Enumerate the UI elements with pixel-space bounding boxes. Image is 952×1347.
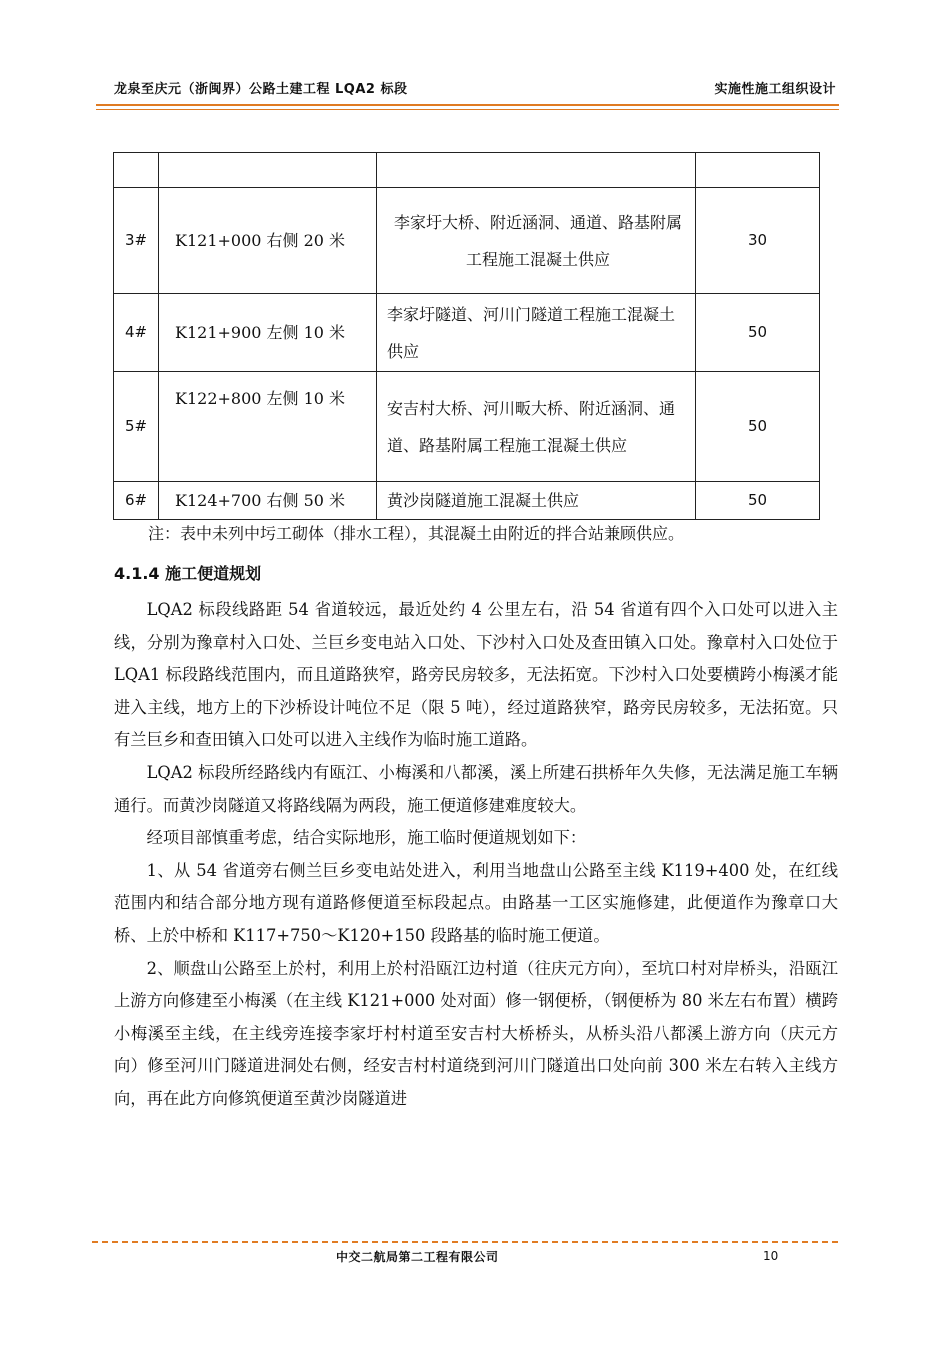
table-cell-location: K124+700 右侧 50 米 [159,482,377,520]
table-row [114,294,820,372]
mixing-station-table [113,152,820,520]
page-number: 10 [763,1249,779,1263]
table-cell-use: 黄沙岗隧道施工混凝土供应 [377,482,696,520]
footer-company: 中交二航局第二工程有限公司 [336,1250,499,1264]
footer-rule [92,1241,838,1243]
table-cell-capacity [696,153,820,188]
table-cell-capacity: 50 [696,482,820,520]
table-cell-location: K122+800 左侧 10 米 [159,372,377,482]
table-row [114,153,820,188]
table-cell-location [159,153,377,188]
table-cell-location: K121+900 左侧 10 米 [159,294,377,372]
table-cell-no: 3# [114,188,159,294]
paragraph: 经项目部慎重考虑，结合实际地形，施工临时便道规划如下： [146,828,587,848]
section-heading: 4.1.4 施工便道规划 [114,564,262,583]
table-cell-location: K121+000 右侧 20 米 [159,188,377,294]
header-rule [96,104,839,106]
table-cell-no: 4# [114,294,159,372]
table-note: 注：表中未列中圬工砌体（排水工程），其混凝土由附近的拌合站兼顾供应。 [148,524,685,543]
table-cell-capacity: 50 [696,294,820,372]
table-cell-no: 5# [114,372,159,482]
table-cell-use: 安吉村大桥、河川畈大桥、附近涵洞、通道、路基附属工程施工混凝土供应 [377,372,696,482]
table-cell-use [377,153,696,188]
table-row [114,188,820,294]
paragraph: LQA2 标段线路距 54 省道较远，最近处约 4 公里左右，沿 54 省道有四个入口处可以进入主线，分别为豫章村入口处、兰巨乡变电站入口处、下沙村入口处及查田镇入口处。豫章村入口处位于 LQA1 标段路线范围内，而且道路狭窄，路旁民房较多，无法拓宽。下沙村入口处要横跨小梅溪才能进入主线，地方上的下沙桥设计吨位不足（限 5 吨），经过道路狭窄，路旁民房较多，无法拓宽。只有兰巨乡和查田镇入口处可以进入主线作为临时施工道路。 [114,600,838,750]
table-cell-use: 李家圩隧道、河川门隧道工程施工混凝土供应 [377,294,696,372]
header-rule-thin [96,109,839,110]
table-row [114,372,820,482]
header-project-title: 龙泉至庆元（浙闽界）公路土建工程 LQA2 标段 [114,82,408,97]
table-cell-use: 李家圩大桥、附近涵洞、通道、路基附属工程施工混凝土供应 [377,188,696,294]
table-cell-capacity: 50 [696,372,820,482]
table-row [114,482,820,520]
table-cell-no [114,153,159,188]
paragraph: LQA2 标段所经路线内有瓯江、小梅溪和八都溪，溪上所建石拱桥年久失修，无法满足施工车辆通行。而黄沙岗隧道又将路线隔为两段，施工便道修建难度较大。 [114,762,838,815]
paragraph: 2、顺盘山公路至上於村，利用上於村沿瓯江边村道（往庆元方向），至坑口村对岸桥头，沿瓯江上游方向修建至小梅溪（在主线 K121+000 处对面）修一钢便桥，（钢便桥为 80 米左右布置）横跨小梅溪至主线，在主线旁连接李家圩村村道至安吉村大桥桥头，从桥头沿八都溪上游方向（庆元方向）修至河川门隧道进洞处右侧，经安吉村村道绕到河川门隧道出口处向前 300 米左右转入主线方向，再在此方向修筑便道至黄沙岗隧道进 [114,958,838,1108]
header-document-title: 实施性施工组织设计 [714,82,836,97]
paragraph: 1、从 54 省道旁右侧兰巨乡变电站处进入，利用当地盘山公路至主线 K119+400 处，在红线范围内和结合部分地方现有道路修便道至标段起点。由路基一工区实施修建，此便道作为豫章口大桥、上於中桥和 K117+750～K120+150 段路基的临时施工便道。 [114,860,838,945]
section-body [114,594,838,1116]
table-cell-no: 6# [114,482,159,520]
table-cell-capacity: 30 [696,188,820,294]
